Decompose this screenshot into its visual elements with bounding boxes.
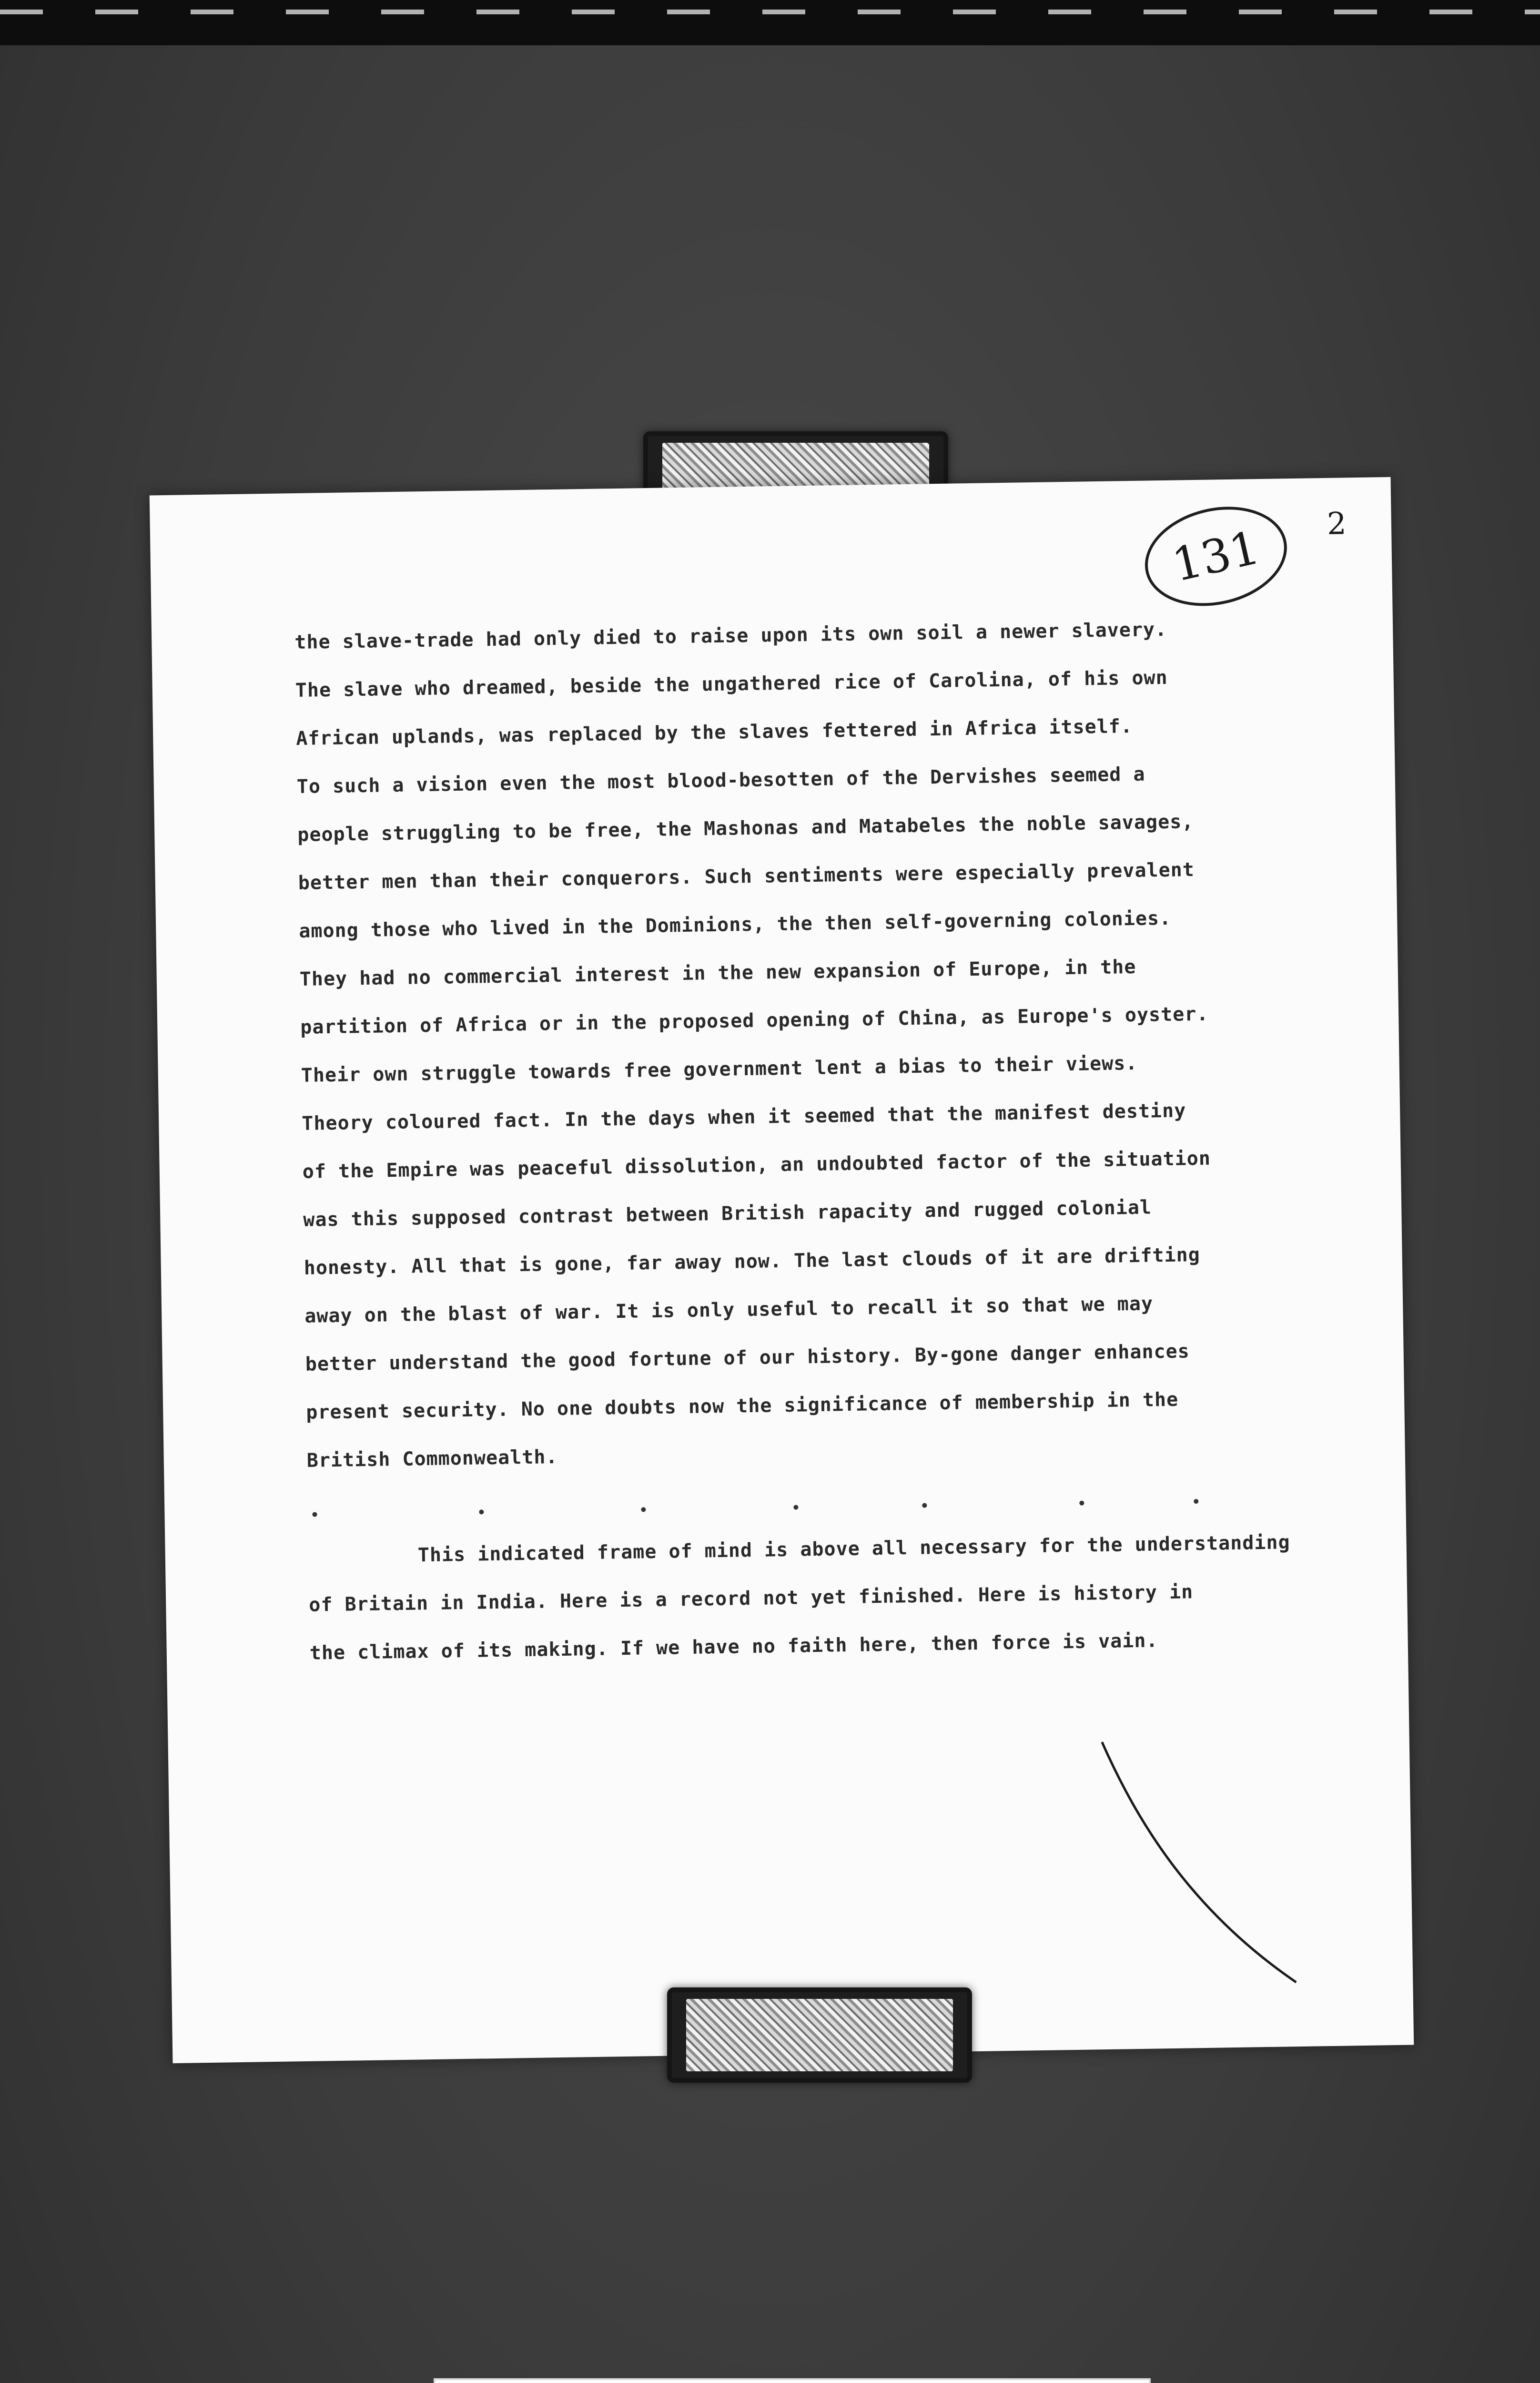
text-line: the slave-trade had only died to raise upon its own soil a newer slavery. xyxy=(294,618,1167,654)
text-line: away on the blast of war. It is only useful to recall it so that we may xyxy=(304,1293,1154,1327)
collection-label xyxy=(434,2378,1151,2383)
text-line: honesty. All that is gone, far away now. The last clouds of it are drifting xyxy=(304,1243,1201,1279)
text-line: They had no commercial interest in the new expansion of Europe, in the xyxy=(299,956,1136,990)
typed-text-block xyxy=(294,617,1311,1691)
text-line: Their own struggle towards free government lent a bias to their views. xyxy=(301,1052,1138,1087)
film-strip-top xyxy=(0,0,1540,45)
folio-number: 131 xyxy=(1167,520,1265,592)
folio-mark: 2 xyxy=(1327,506,1347,542)
text-line: of Britain in India. Here is a record not yet finished. Here is history in xyxy=(308,1581,1194,1616)
film-edge-markings xyxy=(0,10,1540,14)
text-line: better understand the good fortune of our history. By-gone danger enhances xyxy=(305,1340,1190,1375)
text-line: people struggling to be free, the Mashonas and Matabeles the noble savages, xyxy=(297,811,1194,846)
text-line: This indicated frame of mind is above all necessary for the understanding xyxy=(417,1531,1290,1567)
text-line: of the Empire was peaceful dissolution, an undoubted factor of the situation xyxy=(302,1147,1211,1183)
paper-clip-bottom xyxy=(667,1987,972,2083)
text-line: present security. No one doubts now the significance of membership in the xyxy=(305,1388,1179,1424)
text-line: was this supposed contrast between British rapacity and rugged colonial xyxy=(303,1196,1152,1231)
manuscript-page xyxy=(150,477,1414,2063)
paper-clip-tape xyxy=(686,1999,953,2071)
text-line: To such a vision even the most blood-besotten of the Dervishes seemed a xyxy=(296,763,1145,798)
pen-stroke-mark xyxy=(1097,1737,1301,1987)
text-line: the climax of its making. If we have no faith here, then force is vain. xyxy=(309,1629,1158,1664)
text-line: African uplands, was replaced by the slaves fettered in Africa itself. xyxy=(296,715,1133,750)
text-line: partition of Africa or in the proposed opening of China, as Europe's oyster. xyxy=(300,1003,1209,1039)
text-line: Theory coloured fact. In the days when it seemed that the manifest destiny xyxy=(301,1100,1186,1135)
text-line: better men than their conquerors. Such sentiments were especially prevalent xyxy=(298,859,1195,894)
folio-number-circled xyxy=(1135,493,1297,619)
text-line: among those who lived in the Dominions, the then self-governing colonies. xyxy=(298,907,1172,942)
text-line: British Commonwealth. xyxy=(306,1446,558,1472)
text-line: The slave who dreamed, beside the ungathered rice of Carolina, of his own xyxy=(295,666,1168,702)
